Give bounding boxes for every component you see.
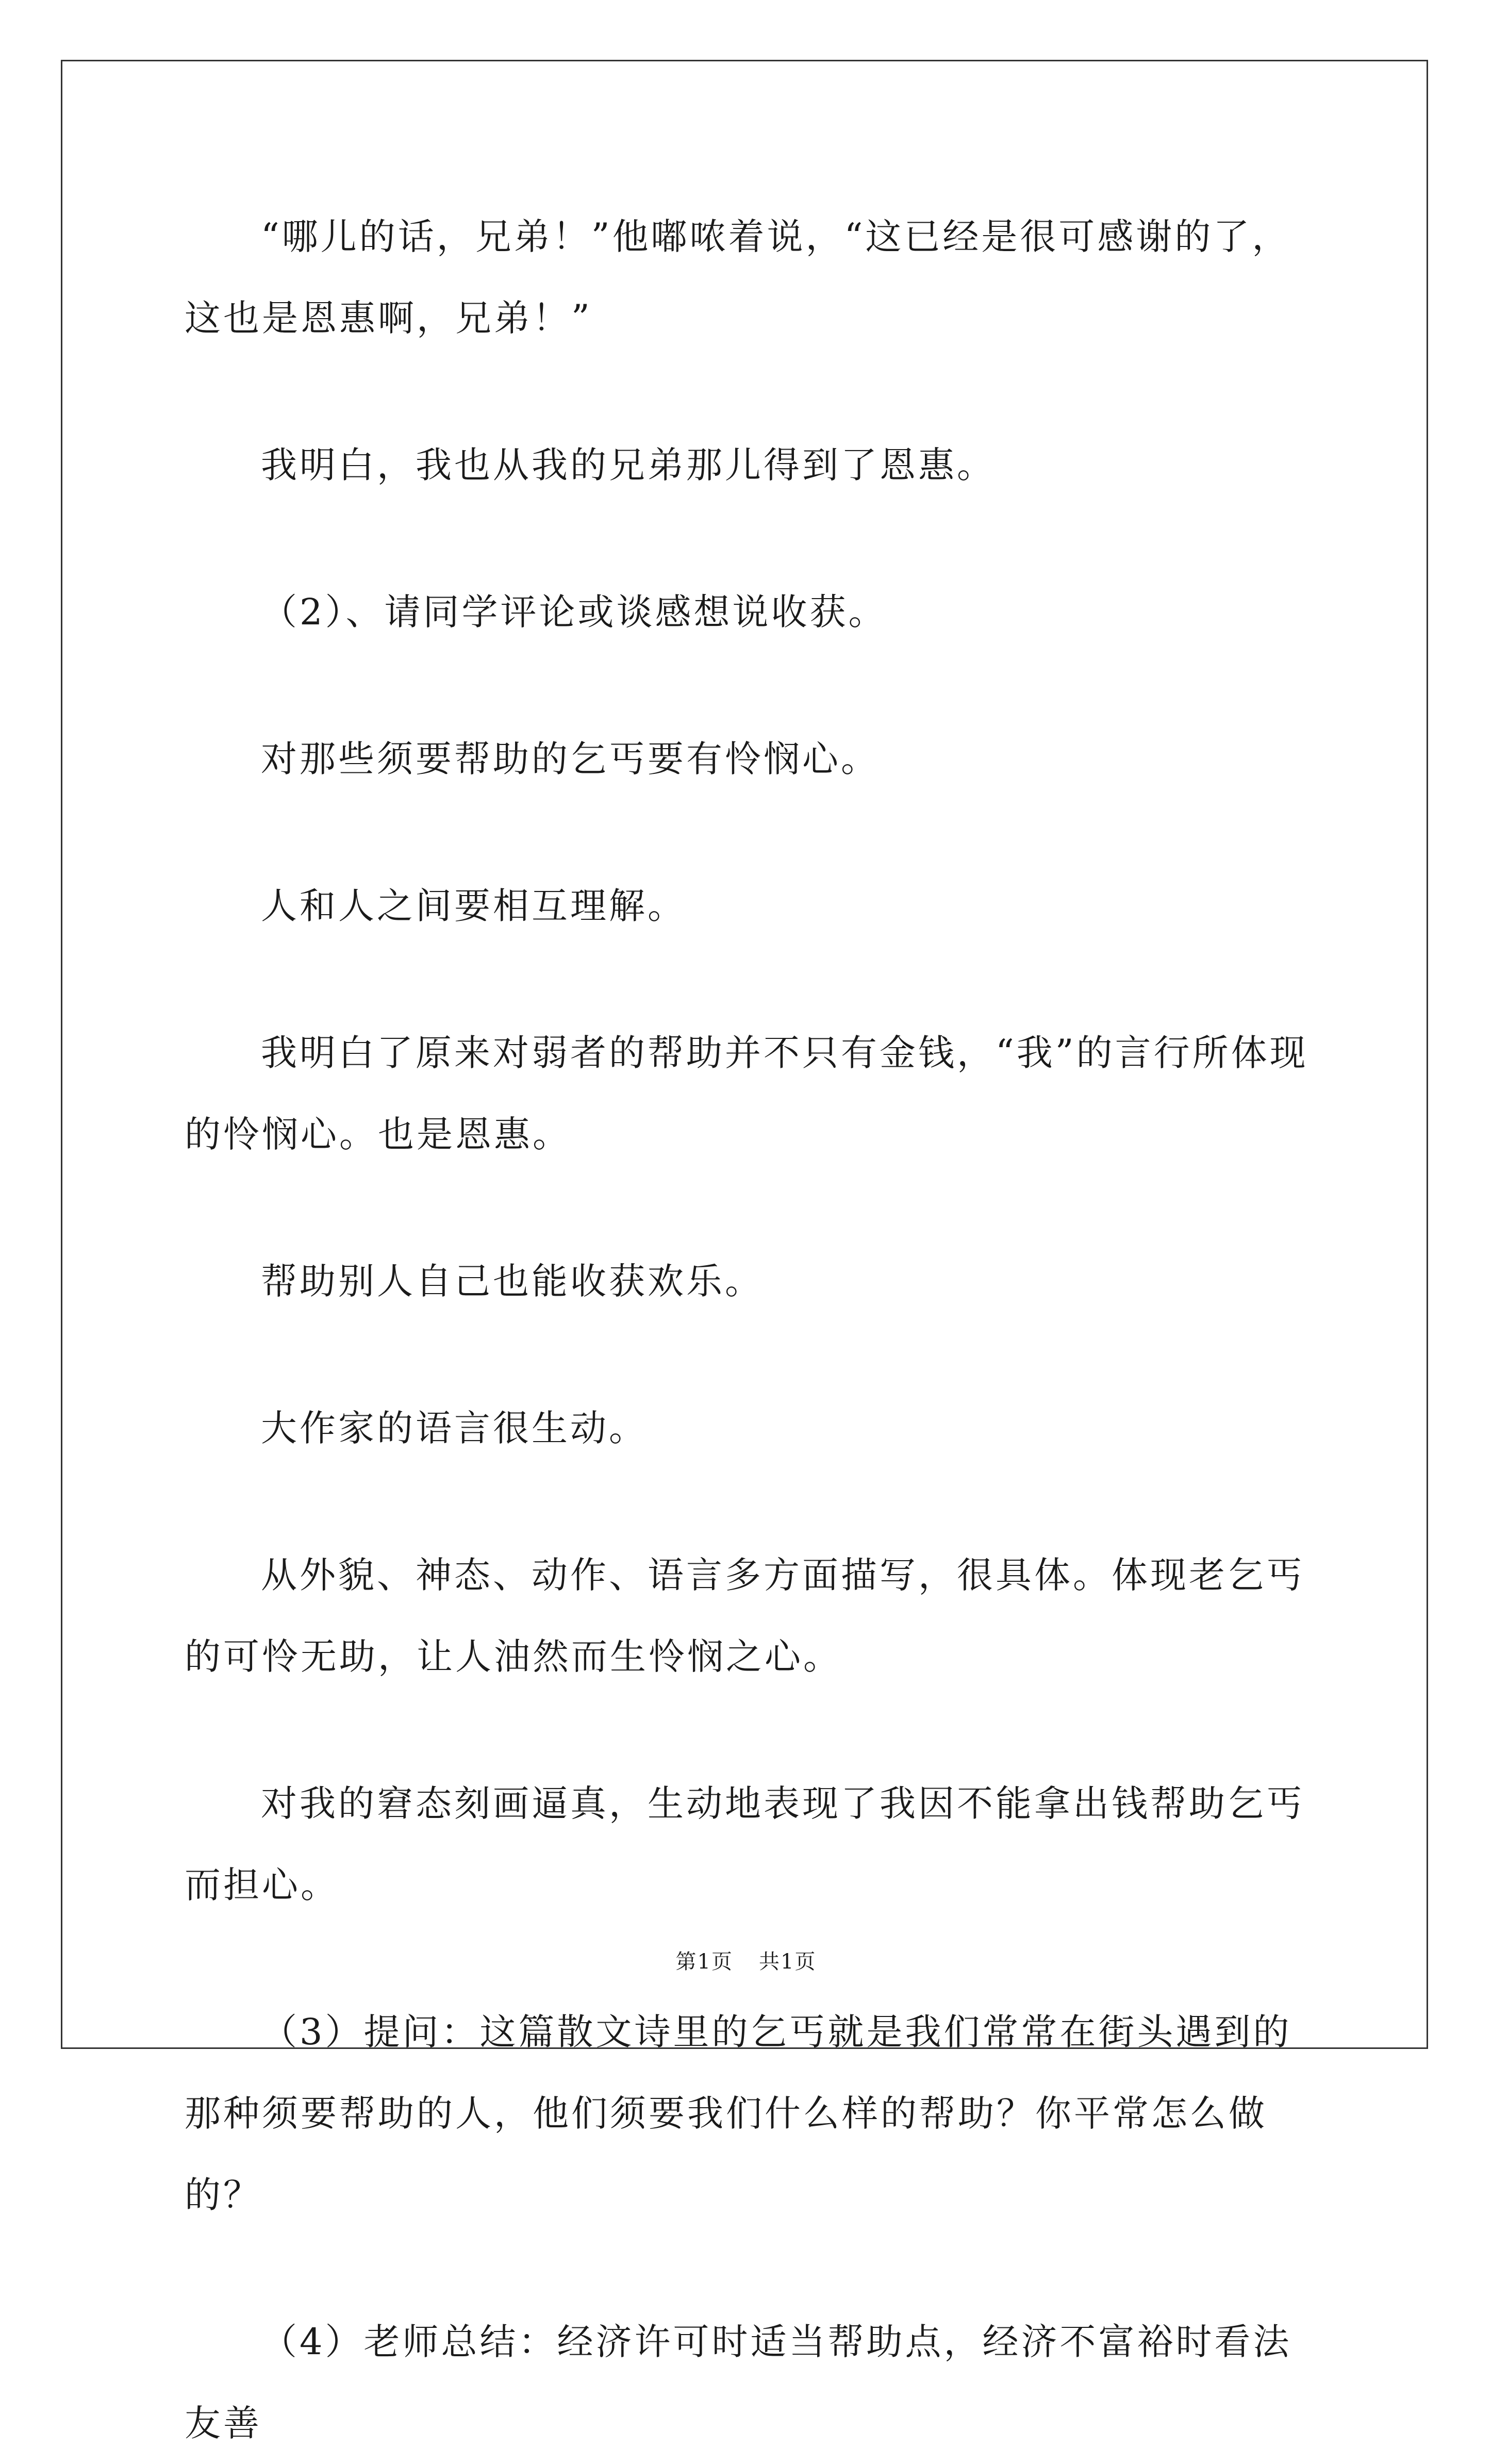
paragraph: （2）、请同学评论或谈感想说收获。 bbox=[261, 591, 887, 633]
paragraph: 我明白，我也从我的兄弟那儿得到了恩惠。 bbox=[261, 444, 996, 486]
paragraph: 对那些须要帮助的乞丐要有怜悯心。 bbox=[261, 738, 880, 780]
paragraph: 大作家的语言很生动。 bbox=[261, 1407, 648, 1449]
paragraph: 人和人之间要相互理解。 bbox=[261, 885, 686, 927]
paragraph: 我明白了原来对弱者的帮助并不只有金钱，“我”的言行所体现的怜悯心。也是恩惠。 bbox=[185, 1032, 1308, 1155]
paragraph: （3）提问：这篇散文诗里的乞丐就是我们常常在街头遇到的那种须要帮助的人，他们须要我们什么样的帮助？你平常怎么做的？ bbox=[185, 2011, 1292, 2216]
page-number: 第1页 bbox=[675, 1950, 733, 1974]
page-footer bbox=[0, 1946, 1492, 1977]
paragraph: 对我的窘态刻画逼真，生动地表现了我因不能拿出钱帮助乞丐而担心。 bbox=[185, 1782, 1305, 1906]
page-total: 共1页 bbox=[759, 1950, 817, 1974]
paragraph: 从外貌、神态、动作、语言多方面描写，很具体。体现老乞丐的可怜无助，让人油然而生怜悯之心。 bbox=[185, 1554, 1305, 1678]
document-body bbox=[185, 196, 1311, 2464]
paragraph: “哪儿的话，兄弟！”他嘟哝着说，“这已经是很可感谢的了，这也是恩惠啊，兄弟！” bbox=[185, 216, 1291, 339]
paragraph: （4）老师总结：经济许可时适当帮助点，经济不富裕时看法友善 bbox=[185, 2321, 1292, 2444]
paragraph: 帮助别人自己也能收获欢乐。 bbox=[261, 1260, 764, 1302]
